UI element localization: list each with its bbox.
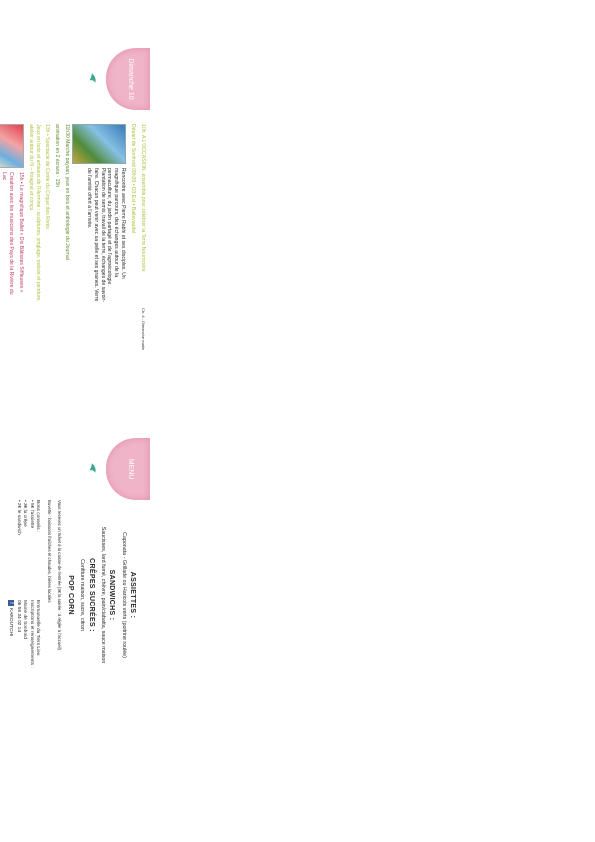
menu-note-drinks: Buvette : boissons fraîches et chaudes, bières locales	[47, 500, 53, 603]
intro-body: Rencontre avec Pierre Rabhi et ses disciples. Un magnifique parcours, des échanges autour de la permaculture, du jardin partagé et de l'agroécologie. Plantation de semis, travail de la terre, échanges de savoir-faire. Chacun peut venir avec sa pelle et ses graines. Verre de l'amitié offert à l'arrivée.	[85, 168, 127, 302]
intro-subtitle: Départ de Sonfroid 09h30 • D3 Est • Ballevaudel	[130, 124, 137, 234]
facebook-icon: f	[8, 600, 14, 606]
menu-ribbon: MENU	[106, 438, 150, 500]
menu-note-tickets: Vous recevez un ticket à la caisse de l'entrée (3€ la soirée : à régler à l'accueil)	[56, 500, 62, 650]
item4-title: 15h • Le magnifique Ballet « Dix Bâtisses Siffleuses »	[17, 172, 24, 293]
item3-body: Jeux en bois et artisans de l'Hermine : sculptures, jonglage, poésie et peinture, atelier autour du fil – Imaginé et conçu	[27, 124, 41, 302]
menu-text-plates: Caponata - Grillade ou Haricots verts (poitrine roulée)	[120, 532, 127, 658]
contact-list	[7, 600, 40, 690]
contact-title: Inscriptions et renseignements :	[28, 600, 34, 668]
performance-photo	[0, 124, 24, 168]
bird-icon	[88, 72, 98, 84]
program-panel	[0, 40, 150, 351]
price-item: • 2€ le sandwich	[15, 500, 21, 535]
contact-item: Mairie de Sonfroid	[22, 600, 28, 639]
menu-heading-crepes: CRÊPES SUCRÉES :	[87, 558, 95, 632]
menu-info-lists	[7, 500, 40, 690]
day-ribbon: Dimanche 10	[106, 48, 150, 110]
item4-subtitle: Création avec les musiciens des Pays de la Rivière du Lac	[1, 172, 14, 295]
facebook-link[interactable]: fKAROUTCHI	[7, 600, 14, 690]
bird-icon	[88, 462, 98, 474]
contact-item: 06 58 34 02 14	[15, 600, 21, 633]
price-item: • 3€ la crêpe	[22, 500, 28, 527]
prices-title: Bons conseils :	[35, 500, 41, 533]
menu-text-crepes: Confiture maison, sucre, citron	[79, 559, 86, 631]
contact-line: Emmanuelle du Tiers Lieu	[35, 600, 41, 656]
landscape-photo	[72, 124, 126, 164]
page-header: Ch. 4 - Dimanche matin	[141, 308, 146, 351]
menu-heading-popcorn: POP CORN	[67, 575, 75, 615]
intro-title: 10h. A L'OCCASION, ensemble pour célébrer la Terre Nourricière	[140, 124, 146, 272]
item2-subtitle: animation en 2 écrans - 15h	[54, 124, 61, 188]
price-item: • 5€ l'assiette	[28, 500, 34, 529]
menu-heading-sandwiches: SANDWICHS :	[108, 569, 116, 621]
menu-heading-plates: ASSIETTES :	[129, 571, 136, 619]
prices-list	[7, 500, 40, 590]
menu-body	[7, 500, 140, 690]
menu-text-sandwiches: Saucisses, lard fumé, chèvre, pain/ciabatta, sauce maison	[99, 526, 106, 664]
menu-panel	[0, 430, 150, 700]
program-body	[0, 124, 146, 304]
item2-title: 11h30 Marché paysan, jeux en bois et anthologie du Journal	[64, 124, 71, 260]
item3-title: 13h • Spectacle de Conte du Cirque des Rives	[44, 124, 51, 229]
